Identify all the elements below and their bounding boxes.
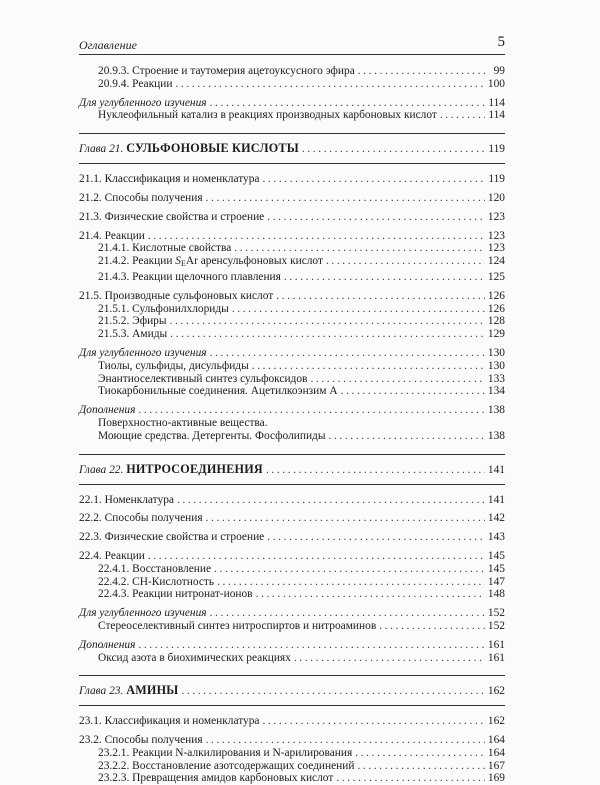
leader-dots <box>210 97 486 110</box>
toc-entry: 22.4.1. Восстановление ..... 145 <box>79 563 505 576</box>
toc-page: 152 <box>487 607 505 620</box>
toc-entry: 21.3. Физические свойства и строение ..... 123 <box>79 211 505 224</box>
leader-dots <box>357 760 484 773</box>
page-number: 5 <box>497 34 505 50</box>
toc-page: 120 <box>487 191 505 204</box>
leader-dots <box>214 563 485 576</box>
toc-entry: 23.1. Классификация и номенклатура ..... 162 <box>79 715 505 728</box>
toc-entry: 22.1. Номенклатура ..... 141 <box>79 494 505 507</box>
toc-entry: 21.1. Классификация и номенклатура ..... 119 <box>79 173 505 186</box>
leader-dots <box>138 404 485 417</box>
toc-page: 128 <box>487 315 505 328</box>
leader-dots <box>355 747 485 760</box>
running-header-title: Оглавление <box>79 38 137 52</box>
chapter-label: Глава 23. <box>79 685 124 698</box>
toc-page: 125 <box>487 270 505 283</box>
chapter-title: НИТРОСОЕДИНЕНИЯ <box>126 461 263 476</box>
leader-dots <box>170 315 485 328</box>
toc-entry: 21.5. Производные сульфоновых кислот ..... 126 <box>79 290 505 303</box>
chapter-label: Глава 22. <box>79 463 124 476</box>
toc-page: 134 <box>487 385 505 398</box>
chapter-heading <box>79 140 505 157</box>
toc-entry: 21.5.1. Сульфонилхлориды ..... 126 <box>79 303 505 316</box>
leader-dots <box>326 255 485 268</box>
toc-page: 164 <box>487 746 505 759</box>
chapter-heading <box>79 682 505 699</box>
leader-dots <box>234 242 485 255</box>
toc-entry: Энантиоселективный синтез сульфоксидов ..... 133 <box>79 373 505 386</box>
leader-dots <box>206 512 485 525</box>
toc-page: 145 <box>487 549 505 562</box>
page-header <box>79 34 505 55</box>
toc-page: 138 <box>487 404 505 417</box>
toc-entry: 22.4.3. Реакции нитронат-ионов ..... 148 <box>79 588 505 601</box>
leader-dots <box>138 639 485 652</box>
leader-dots <box>206 734 485 747</box>
toc-page: 162 <box>487 715 505 728</box>
toc-page: 142 <box>487 512 505 525</box>
toc-entry: 22.4. Реакции ..... 145 <box>79 550 505 563</box>
leader-dots <box>267 211 485 224</box>
leader-dots <box>177 494 485 507</box>
toc-entry: 20.9.3. Строение и таутомерия ацетоуксусного эфира ..... 99 <box>79 65 505 78</box>
toc-page: 164 <box>487 734 505 747</box>
leader-dots <box>379 620 485 633</box>
leader-dots <box>256 588 485 601</box>
toc-entry: 21.4. Реакции ..... 123 <box>79 230 505 243</box>
toc-page: 124 <box>487 255 505 268</box>
leader-dots <box>266 462 485 478</box>
toc-page: 126 <box>487 289 505 302</box>
leader-dots <box>310 373 484 386</box>
leader-dots <box>148 550 485 563</box>
toc-page: 162 <box>487 685 505 698</box>
toc-page: 138 <box>487 429 505 442</box>
toc-page: 100 <box>487 77 505 90</box>
toc-page: 130 <box>487 359 505 372</box>
toc-entry: Тиолы, сульфиды, дисульфиды ..... 130 <box>79 360 505 373</box>
toc-page: 123 <box>487 229 505 242</box>
chapter-label: Глава 21. <box>79 143 124 156</box>
leader-dots <box>294 652 485 665</box>
toc-page: 143 <box>487 531 505 544</box>
toc-page: 152 <box>487 619 505 632</box>
toc-page: 123 <box>487 242 505 255</box>
toc-page: 167 <box>487 759 505 772</box>
toc-page: 119 <box>488 143 505 156</box>
leader-dots <box>336 772 485 785</box>
leader-dots <box>440 109 485 122</box>
toc-page: 129 <box>487 328 505 341</box>
leader-dots <box>206 192 485 205</box>
toc-entry: 20.9.4. Реакции ..... 100 <box>79 78 505 91</box>
table-of-contents <box>79 65 505 785</box>
toc-page: 141 <box>487 463 505 476</box>
leader-dots <box>181 683 484 699</box>
leader-dots <box>170 328 485 341</box>
toc-page: 161 <box>487 638 505 651</box>
toc-entry: 21.4.2. Реакции $S_EAr$ аренсульфоновых кислот ..... 124 <box>79 255 505 271</box>
toc-entry: 21.4.1. Кислотные свойства ..... 123 <box>79 242 505 255</box>
leader-dots <box>217 576 485 589</box>
toc-page: 130 <box>487 346 505 359</box>
leader-dots <box>276 290 485 303</box>
toc-page: 148 <box>487 588 505 601</box>
toc-entry: 21.2. Способы получения ..... 120 <box>79 192 505 205</box>
leader-dots <box>358 65 486 78</box>
toc-entry: 22.4.2. СН-Кислотность ..... 147 <box>79 576 505 589</box>
toc-page: 145 <box>487 562 505 575</box>
leader-dots <box>252 360 485 373</box>
toc-entry: Поверхностно-активные вещества. <box>98 416 268 429</box>
leader-dots <box>232 303 485 316</box>
toc-entry: Нуклеофильный катализ в реакциях производных карбоновых кислот ..... 114 <box>79 109 505 122</box>
toc-entry: 23.2.1. Реакции N-алкилирования и N-арилирования ..... 164 <box>79 747 505 760</box>
toc-entry: Оксид азота в биохимических реакциях ..... 161 <box>79 652 505 665</box>
toc-page: 133 <box>487 372 505 385</box>
toc-entry-advanced: Для углубленного изучения ..... 114 <box>79 97 505 110</box>
leader-dots <box>341 385 485 398</box>
leader-dots <box>148 230 485 243</box>
leader-dots <box>329 430 485 443</box>
leader-dots <box>267 531 485 544</box>
toc-page: 119 <box>488 173 505 186</box>
toc-page: 126 <box>487 302 505 315</box>
toc-entry: 22.3. Физические свойства и строение ..... 143 <box>79 531 505 544</box>
leader-dots <box>284 271 485 284</box>
toc-page: 114 <box>488 96 505 109</box>
toc-page: 141 <box>487 493 505 506</box>
leader-dots <box>262 173 485 186</box>
leader-dots <box>210 607 485 620</box>
toc-entry: 21.5.2. Эфиры ..... 128 <box>79 315 505 328</box>
toc-entry: Тиокарбонильные соединения. Ацетилкоэнзим А ..... 134 <box>79 385 505 398</box>
toc-page: 169 <box>487 772 505 785</box>
toc-entry: 21.4.3. Реакции щелочного плавления ..... 125 <box>79 271 505 284</box>
toc-page: 114 <box>488 109 505 122</box>
toc-entry: Стереоселективный синтез нитроспиртов и нитроаминов ..... 152 <box>79 620 505 633</box>
toc-entry-supplement: Дополнения ..... 138 <box>79 404 505 417</box>
leader-dots <box>210 347 485 360</box>
toc-entry-supplement: Дополнения ..... 161 <box>79 639 505 652</box>
chapter-title: СУЛЬФОНОВЫЕ КИСЛОТЫ <box>126 141 299 156</box>
toc-page: 123 <box>487 210 505 223</box>
toc-page: 161 <box>487 651 505 664</box>
chapter-title: АМИНЫ <box>126 683 179 698</box>
toc-entry: 22.2. Способы получения ..... 142 <box>79 512 505 525</box>
chapter-heading <box>79 461 505 478</box>
toc-page: 99 <box>493 65 505 77</box>
toc-page: 147 <box>487 575 505 588</box>
toc-entry: 23.2.2. Восстановление азотсодержащих соединений ..... 167 <box>79 760 505 773</box>
leader-dots <box>175 78 484 91</box>
leader-dots <box>262 715 484 728</box>
toc-entry: Моющие средства. Детергенты. Фосфолипиды ..... 138 <box>79 430 505 443</box>
toc-entry-advanced: Для углубленного изучения ..... 152 <box>79 607 505 620</box>
leader-dots <box>302 141 485 157</box>
toc-entry: 23.2. Способы получения ..... 164 <box>79 734 505 747</box>
toc-entry-advanced: Для углубленного изучения ..... 130 <box>79 347 505 360</box>
toc-entry: 21.5.3. Амиды ..... 129 <box>79 328 505 341</box>
toc-entry: 23.2.3. Превращения амидов карбоновых кислот ..... 169 <box>79 772 505 785</box>
